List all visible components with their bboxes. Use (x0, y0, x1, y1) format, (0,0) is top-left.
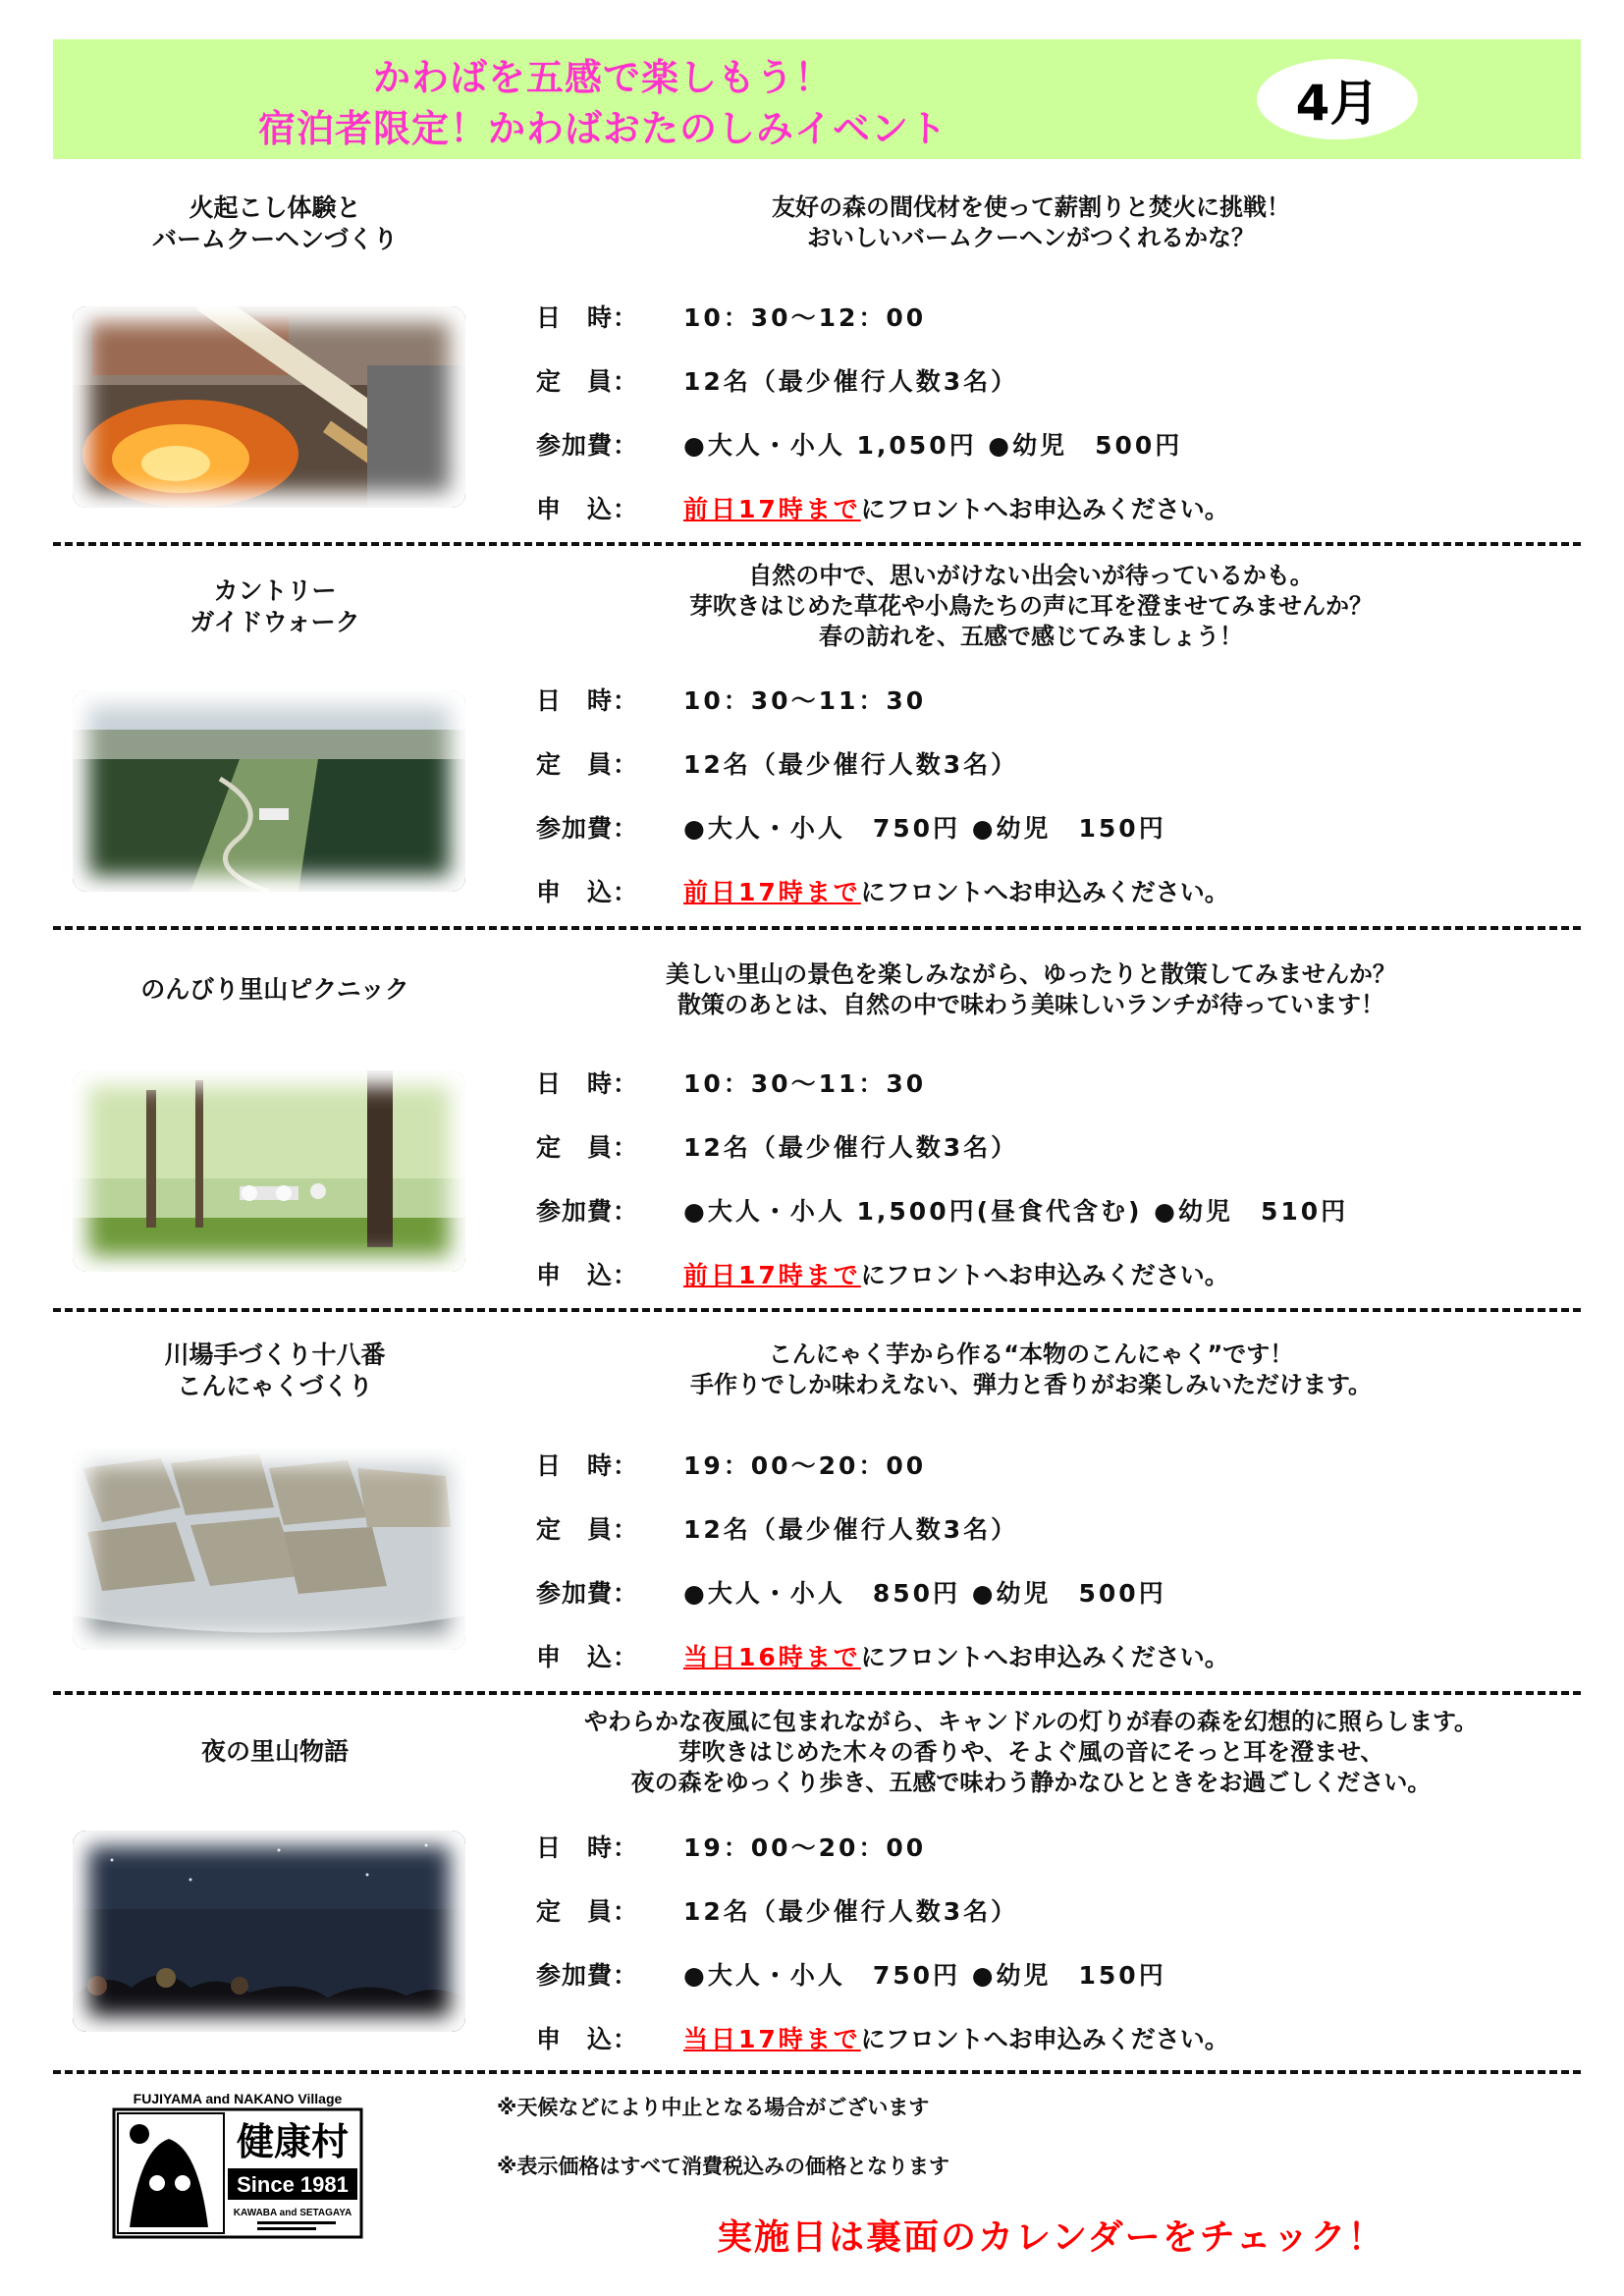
event-desc-line: 自然の中で、思いがけない出会いが待っているかも。 (748, 562, 1314, 589)
event-desc-line: 夜の森をゆっくり歩き、五感で味わう静かなひとときをお過ごしください。 (630, 1769, 1432, 1796)
event-apply-text: にフロントへお申込みください。 (860, 1261, 1229, 1289)
event-time: 10：30～12：00 (683, 303, 927, 332)
event-apply-row (536, 1642, 1229, 1673)
picnic-forest-photo (73, 1070, 465, 1272)
fee-label: 参加費： (536, 431, 639, 460)
fee-label: 参加費： (536, 1961, 639, 1990)
apply-label: 申 込： (536, 1261, 639, 1289)
event-deadline: 前日17時まで (683, 495, 861, 523)
calendar-callout: 実施日は裏面のカレンダーをチェック！ (717, 2217, 1385, 2258)
event-deadline: 前日17時まで (683, 878, 861, 906)
event-fee-row (536, 1196, 1348, 1228)
svg-text:KAWABA and SETAGAYA: KAWABA and SETAGAYA (233, 2208, 352, 2218)
event-description (491, 959, 1571, 1020)
tax-note: ※表示価格はすべて消費税込みの価格となります (497, 2155, 949, 2178)
konnyaku-photo (73, 1449, 465, 1650)
event-deadline: 前日17時まで (683, 1261, 861, 1289)
event-capacity-row (536, 1896, 1018, 1928)
capacity-label: 定 員： (536, 1133, 639, 1162)
event-apply-text: にフロントへお申込みください。 (860, 1643, 1229, 1671)
capacity-label: 定 員： (536, 367, 639, 396)
kenkomura-logo (110, 2090, 365, 2239)
event-description (491, 561, 1571, 652)
fee-label: 参加費： (536, 1197, 639, 1226)
event-apply-text: にフロントへお申込みください。 (860, 495, 1229, 523)
apply-label: 申 込： (536, 1643, 639, 1671)
header-banner (53, 39, 1581, 159)
event-title (79, 192, 471, 255)
capacity-label: 定 員： (536, 1897, 639, 1926)
event-capacity: 12名（最少催行人数3名） (683, 367, 1019, 396)
apply-label: 申 込： (536, 495, 639, 523)
event-fee: ●大人・小人 750円 ●幼児 150円 (683, 1961, 1166, 1990)
event-title-line: ガイドウォーク (189, 608, 360, 636)
event-title-line: バームクーヘンづくり (151, 225, 398, 253)
datetime-label: 日 時： (536, 1833, 639, 1862)
month-badge: 4月 (1257, 59, 1418, 139)
section-divider (53, 1691, 1581, 1695)
event-time: 19：00～20：00 (683, 1833, 927, 1862)
event-desc-line: 友好の森の間伐材を使って薪割りと焚火に挑戦！ (772, 193, 1290, 221)
event-deadline: 当日17時まで (683, 2025, 861, 2053)
svg-text:健康村: 健康村 (236, 2120, 350, 2163)
event-title (79, 974, 471, 1006)
fee-label: 参加費： (536, 1579, 639, 1608)
event-title-line: 夜の里山物語 (200, 1737, 349, 1766)
datetime-label: 日 時： (536, 303, 639, 332)
event-title-line: のんびり里山ピクニック (140, 975, 409, 1004)
event-time: 10：30～11：30 (683, 1069, 927, 1098)
event-apply-row (536, 1260, 1229, 1291)
event-title (79, 1339, 471, 1402)
event-capacity: 12名（最少催行人数3名） (683, 1515, 1019, 1544)
event-desc-line: おいしいバームクーヘンがつくれるかな？ (807, 224, 1255, 251)
event-apply-row (536, 494, 1229, 525)
night-sky-photo (73, 1831, 465, 2032)
event-description (491, 192, 1571, 253)
event-desc-line: 美しい里山の景色を楽しみながら、ゆったりと散策してみませんか？ (666, 960, 1396, 988)
event-fee: ●大人・小人 850円 ●幼児 500円 (683, 1579, 1166, 1608)
event-description (491, 1339, 1571, 1400)
event-capacity-row (536, 366, 1018, 398)
bonfire-baumkuchen-photo (73, 306, 465, 508)
section-divider (53, 926, 1581, 930)
event-desc-line: 芽吹きはじめた草花や小鳥たちの声に耳を澄ませてみませんか？ (689, 592, 1373, 620)
header-title-line1: かわばを五感で楽しもう！ (372, 56, 833, 99)
event-title (79, 575, 471, 638)
header-title-line2: 宿泊者限定！かわばおたのしみイベント (257, 107, 947, 150)
section-divider (53, 2070, 1581, 2074)
capacity-label: 定 員： (536, 1515, 639, 1544)
event-deadline: 当日16時まで (683, 1643, 861, 1671)
event-capacity: 12名（最少催行人数3名） (683, 1133, 1019, 1162)
datetime-label: 日 時： (536, 1451, 639, 1480)
event-fee-row (536, 813, 1166, 845)
event-apply-text: にフロントへお申込みください。 (860, 878, 1229, 906)
event-title (79, 1736, 471, 1768)
event-fee-row (536, 430, 1182, 462)
apply-label: 申 込： (536, 2025, 639, 2053)
event-datetime-row (536, 685, 926, 717)
event-time: 10：30～11：30 (683, 686, 927, 715)
event-desc-line: 散策のあとは、自然の中で味わう美味しいランチが待っています！ (677, 991, 1384, 1018)
event-datetime-row (536, 302, 926, 334)
event-desc-line: こんにゃく芋から作る“本物のこんにゃく”です！ (768, 1340, 1294, 1368)
event-capacity: 12名（最少催行人数3名） (683, 1897, 1019, 1926)
event-title-line: 火起こし体験と (189, 193, 361, 222)
section-divider (53, 1308, 1581, 1312)
valley-landscape-photo (73, 690, 465, 892)
event-capacity: 12名（最少催行人数3名） (683, 750, 1019, 779)
svg-text:Since 1981: Since 1981 (237, 2172, 349, 2197)
event-desc-line: 春の訪れを、五感で感じてみましょう！ (819, 623, 1243, 650)
event-title-line: カントリー (213, 576, 337, 605)
event-fee-row (536, 1960, 1166, 1992)
event-capacity-row (536, 1132, 1018, 1164)
event-datetime-row (536, 1068, 926, 1100)
svg-text:FUJIYAMA and NAKANO Village: FUJIYAMA and NAKANO Village (133, 2091, 343, 2106)
weather-note: ※天候などにより中止となる場合がございます (497, 2096, 930, 2119)
event-fee-row (536, 1578, 1166, 1610)
event-desc-line: やわらかな夜風に包まれながら、キャンドルの灯りが春の森を幻想的に照らします。 (583, 1708, 1479, 1735)
section-divider (53, 542, 1581, 546)
event-fee: ●大人・小人 1,500円(昼食代含む) ●幼児 510円 (683, 1197, 1349, 1226)
datetime-label: 日 時： (536, 686, 639, 715)
event-datetime-row (536, 1832, 926, 1864)
event-title-line: 川場手づくり十八番 (164, 1340, 386, 1369)
event-apply-row (536, 2024, 1229, 2055)
event-capacity-row (536, 749, 1018, 781)
capacity-label: 定 員： (536, 750, 639, 779)
datetime-label: 日 時： (536, 1069, 639, 1098)
fee-label: 参加費： (536, 814, 639, 843)
apply-label: 申 込： (536, 878, 639, 906)
event-desc-line: 手作りでしか味わえない、弾力と香りがお楽しみいただけます。 (689, 1371, 1373, 1398)
event-time: 19：00～20：00 (683, 1451, 927, 1480)
event-capacity-row (536, 1514, 1018, 1546)
event-fee: ●大人・小人 1,050円 ●幼児 500円 (683, 431, 1183, 460)
event-apply-text: にフロントへお申込みください。 (860, 2025, 1229, 2053)
event-apply-row (536, 877, 1229, 908)
event-datetime-row (536, 1450, 926, 1482)
event-desc-line: 芽吹きはじめた木々の香りや、そよぐ風の音にそっと耳を澄ませ、 (677, 1738, 1384, 1766)
event-title-line: こんにゃくづくり (177, 1372, 373, 1400)
event-fee: ●大人・小人 750円 ●幼児 150円 (683, 814, 1166, 843)
event-description (491, 1707, 1571, 1798)
